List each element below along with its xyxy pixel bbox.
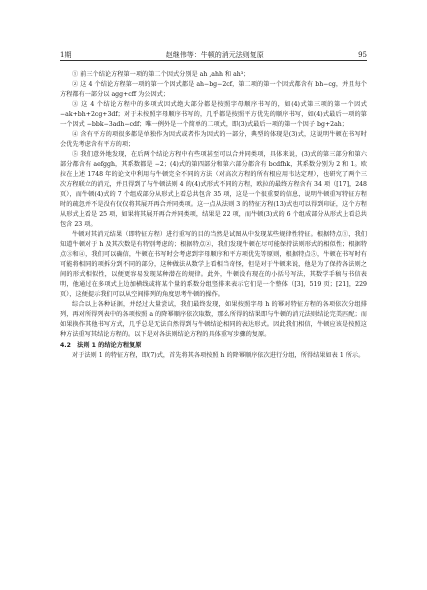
paragraph: ① 前三个结论方程第一项的第二个因式分别是 ah ,ahh 和 ah³； — [72, 71, 250, 78]
paragraph: 牛顿对其消元结果（即特征方程）进行重写的目的当然是试图从中发现某些规律性特征。根据特点①，我们知道牛顿对于 h 及其次数是有特别考虑的；根据特点②，我们发现牛顿在尽可能保持法则形式的相似性；根据特点③和④，我们可以确信，牛顿在书写时会考虑到字母顺序和平方项优先等原则，根据特点⑤，牛顿在书写时有可能将相同的项拆分到不同的部分，这种做法从数学上看相当奇怪，但是对于牛顿来说，他是为了保持各法则之间的形式相似性，以便更容易发现某种潜在的规律。此外，牛顿没有现在的小括号写法，其数学手稿与书信表明，他通过在多项式上边加横线或将某个量的系数分组竖排来表示它们是一个整体（[3]，519 页；[21]，229 页），这便提示我们可以从空间排列的角度思考牛顿的操作。 — [60, 231, 367, 298]
paragraph: 对于法则 1 的特征方程，即(7)式，首先将其各项按照 h 的降幂顺序依次进行分组，所得结果如表 1 所示。 — [72, 352, 365, 359]
header-rule — [60, 60, 367, 61]
running-title: 赵继伟等：牛顿的消元法则复原 — [165, 51, 264, 59]
page-number: 95 — [358, 51, 367, 59]
paragraph: 综合以上各种证据，并经过大量尝试，我们最终发现，如果按照字母 h 的幂对特征方程的各项依次分组排列，再对所得列表中的各项按照 a 的降幂顺序依次取数，那么所得的结果即与牛顿的消元法则结论完美匹配；而如果换作其他书写方式，几乎总是无法自然得到与牛顿结论相同的表达形式。因此我们相信，牛顿应该是按照这种方法重写其结论方程的。以下是对各法则结论方程的具体重写步骤的复原。 — [60, 301, 367, 338]
issue-label: 1期 — [60, 51, 72, 59]
paragraph: ④ 含有平方的项很多都是单独作为因式或者作为因式的一部分，典型的体现是(3)式，这说明牛顿在书写时会优先考虑含有平方的项； — [60, 131, 367, 148]
paragraph: ② 这 4 个结论方程第一项的第一个因式都是 ah−bg−2cf，第二项的第一个因式都含有 bh−cg，并且每个方程都有一部分以 agg+cff 为公因式； — [60, 81, 367, 98]
body-text — [60, 70, 367, 361]
running-header — [60, 50, 367, 60]
paragraph: ⑤ 我们意外地发现，在后两个结论方程中有些项甚至可以合并同类项，具体来说，(3)式的第三部分和第六部分都含有 aefggh，其系数都是 −2；(4)式的第四部分和第六部分都含有 bcdfhk，其系数分别为 2 和 1。欧拉在上述 1748 年的论文中利用与牛顿完全不同的方法（对高次方程的所有根应用韦达定理），也研究了两个三次方程联立的消元，并且得到了与牛顿法则 4 的(4)式形式不同的方程，欧拉的最终方程含有 34 项（[17]，248 页），而牛顿(4)式的 7 个组成部分从形式上看总共包含 35 项，这是一个很重要的信息，说明牛顿重写特征方程时的疏忽并不是没有仅仅将其展开再合并同类项。这一点从法则 3 的特征方程(13)式也可以得到印证，这个方程从形式上看是 25 项，如果将其展开再合并同类项，结果是 22 项，而牛顿(3)式的 6 个组成部分从形式上看总共包含 23 项。 — [60, 151, 367, 228]
paragraph: ③ 这 4 个结论方程中的多项式因式绝大部分都是按照字母顺序书写的，如(4)式第三项的第一个因式 −ak+bh+2cg+3df；对于未按照字母顺序书写的，几乎都是按照平方优先的顺序书写，如(4)式最后一项的第一个因式 −bbk−3adh−cdf；唯一例外是一个简单的二项式，即(3)式最后一项的第一个因子 bg+2ah； — [60, 101, 367, 128]
section-heading: 4.2 法则 1 的结论方程复原 — [60, 342, 142, 349]
